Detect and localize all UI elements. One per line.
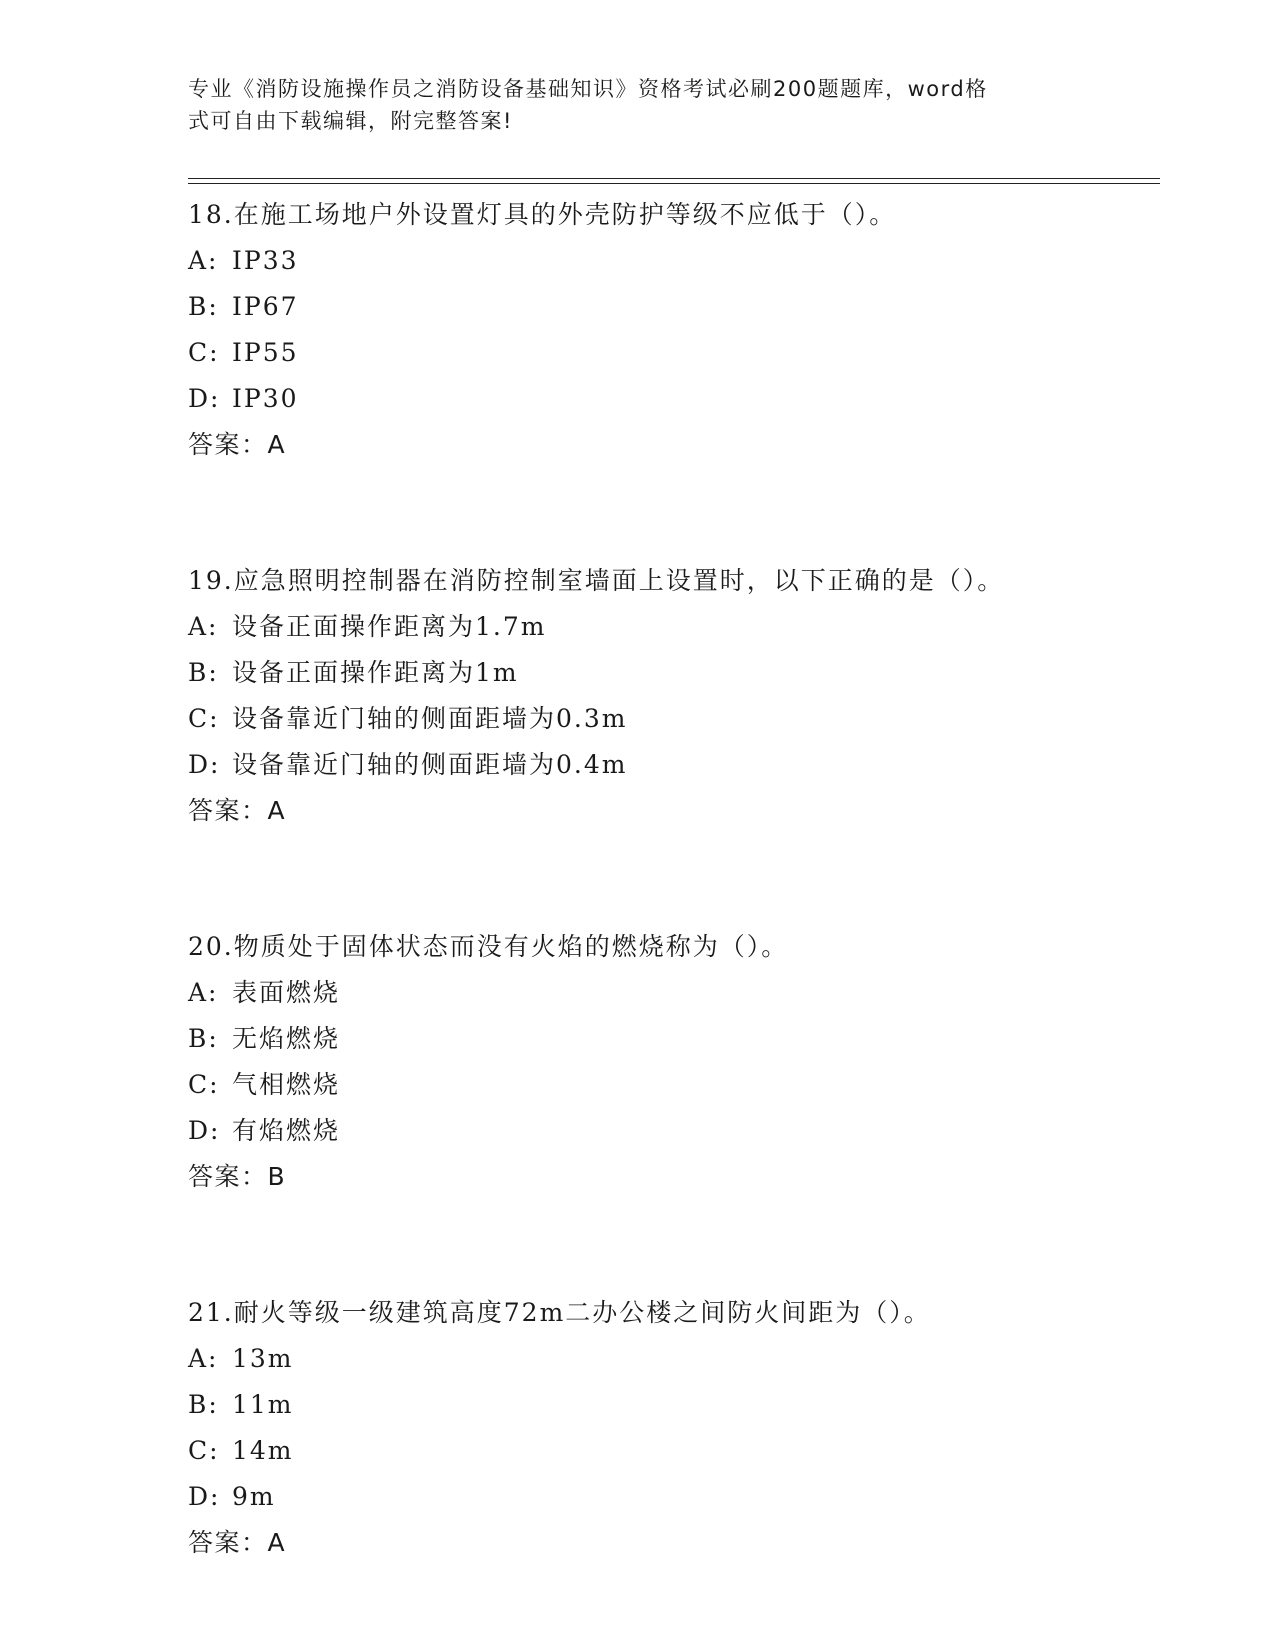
option-letter: A:	[188, 978, 219, 1007]
question-item	[188, 924, 1188, 1200]
option-row	[188, 742, 1188, 788]
option-text: 设备靠近门轴的侧面距墙为0.4m	[232, 750, 628, 779]
option-row	[188, 1062, 1188, 1108]
option-text: IP67	[232, 292, 299, 321]
option-letter: A:	[188, 246, 219, 275]
question-stem: 18.在施工场地户外设置灯具的外壳防护等级不应低于（）。	[188, 200, 897, 229]
option-text: 无焰燃烧	[232, 1024, 341, 1053]
option-row	[188, 1016, 1188, 1062]
option-text: 设备正面操作距离为1m	[232, 658, 519, 687]
question-spacer	[188, 468, 1188, 558]
question-stem: 19.应急照明控制器在消防控制室墙面上设置时，以下正确的是（）。	[188, 566, 1005, 595]
option-letter: A:	[188, 612, 219, 641]
header-divider-bottom	[188, 183, 1160, 184]
question-spacer	[188, 1200, 1188, 1290]
option-text: 11m	[232, 1390, 294, 1419]
option-row	[188, 376, 1188, 422]
option-text: IP33	[232, 246, 299, 275]
option-letter: C:	[188, 338, 220, 367]
answer-line: 答案：A	[188, 796, 287, 825]
option-letter: D:	[188, 1482, 221, 1511]
question-item	[188, 1290, 1188, 1566]
option-text: 有焰燃烧	[232, 1116, 341, 1145]
option-letter: C:	[188, 1436, 220, 1465]
question-spacer	[188, 834, 1188, 924]
option-row	[188, 696, 1188, 742]
option-letter: A:	[188, 1344, 219, 1373]
option-text: 14m	[232, 1436, 294, 1465]
question-list	[188, 192, 1188, 1566]
option-letter: D:	[188, 1116, 221, 1145]
option-row	[188, 284, 1188, 330]
option-text: 9m	[232, 1482, 276, 1511]
option-text: IP55	[232, 338, 299, 367]
option-row	[188, 1108, 1188, 1154]
option-letter: C:	[188, 704, 220, 733]
option-text: 表面燃烧	[232, 978, 341, 1007]
option-letter: B:	[188, 1024, 219, 1053]
option-letter: B:	[188, 658, 219, 687]
option-letter: D:	[188, 384, 221, 413]
question-item	[188, 558, 1188, 834]
header-divider-top	[188, 178, 1160, 179]
option-text: 13m	[232, 1344, 294, 1373]
option-letter: C:	[188, 1070, 220, 1099]
option-row	[188, 1336, 1188, 1382]
option-row	[188, 330, 1188, 376]
option-text: 设备靠近门轴的侧面距墙为0.3m	[232, 704, 628, 733]
question-item	[188, 192, 1188, 468]
option-row	[188, 650, 1188, 696]
option-letter: B:	[188, 1390, 219, 1419]
answer-line: 答案：B	[188, 1162, 287, 1191]
question-stem: 20.物质处于固体状态而没有火焰的燃烧称为（）。	[188, 932, 789, 961]
question-stem: 21.耐火等级一级建筑高度72m二办公楼之间防火间距为（）。	[188, 1298, 931, 1327]
option-letter: B:	[188, 292, 219, 321]
option-row	[188, 604, 1188, 650]
option-text: 设备正面操作距离为1.7m	[232, 612, 547, 641]
answer-line: 答案：A	[188, 1528, 287, 1557]
option-row	[188, 1382, 1188, 1428]
answer-line: 答案：A	[188, 430, 287, 459]
header-line-1: 专业《消防设施操作员之消防设备基础知识》资格考试必刷200题题库，word格	[188, 77, 988, 101]
option-text: 气相燃烧	[232, 1070, 341, 1099]
header-line-2: 式可自由下载编辑，附完整答案!	[188, 109, 513, 133]
option-row	[188, 238, 1188, 284]
document-header	[188, 73, 1068, 137]
option-row	[188, 970, 1188, 1016]
option-letter: D:	[188, 750, 221, 779]
option-text: IP30	[232, 384, 299, 413]
option-row	[188, 1428, 1188, 1474]
option-row	[188, 1474, 1188, 1520]
